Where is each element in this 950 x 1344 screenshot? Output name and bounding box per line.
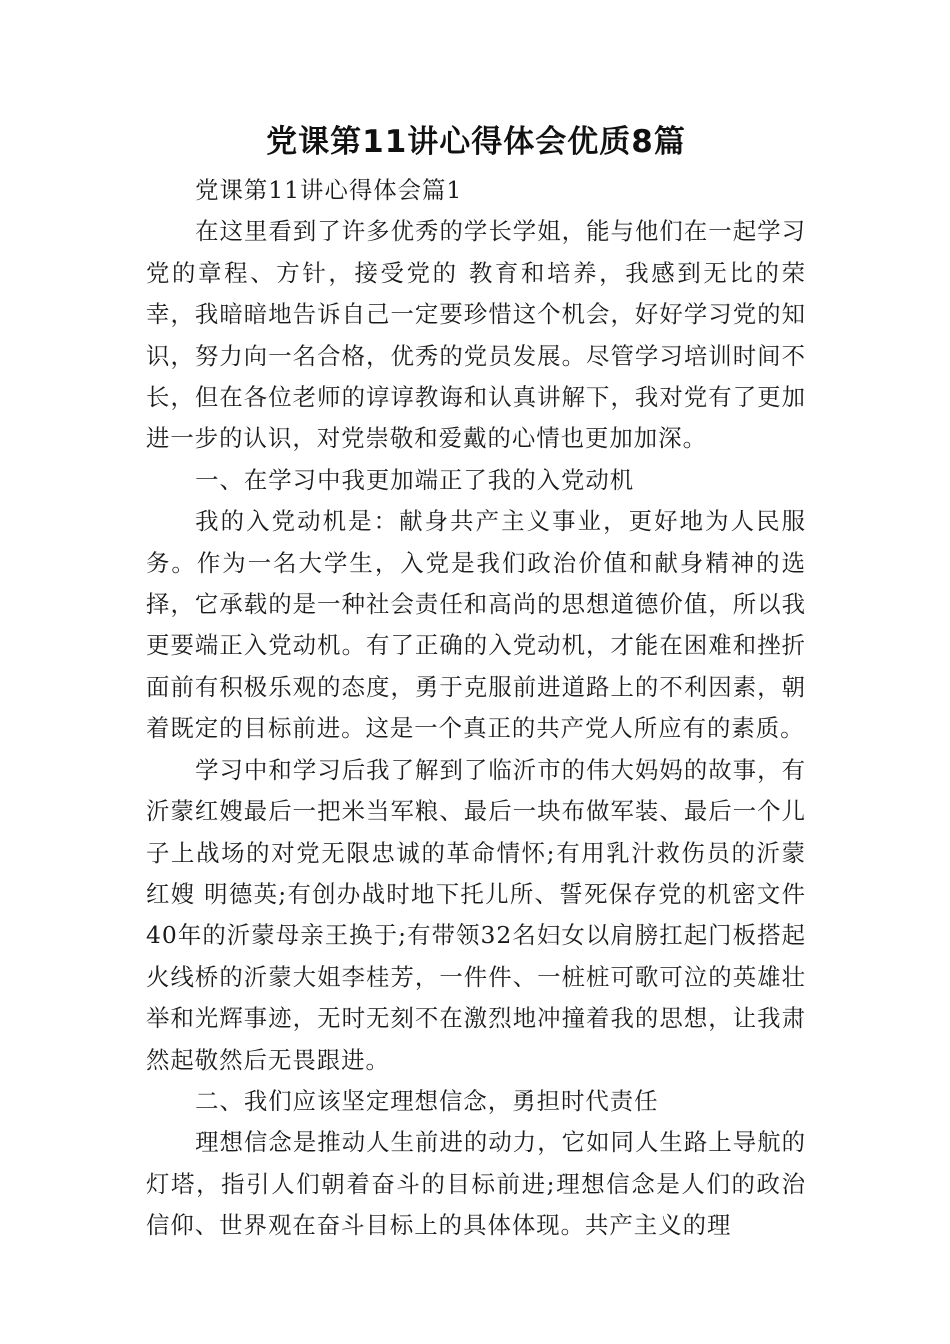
- document-body: [146, 170, 806, 1247]
- document-title: 党课第11讲心得体会优质8篇: [266, 124, 686, 160]
- section-heading-1: 党课第11讲心得体会篇1: [195, 176, 463, 204]
- paragraph-intro: 在这里看到了许多优秀的学长学姐，能与他们在一起学习党的章程、方针，接受党的 教育和培养，我感到无比的荣幸，我暗暗地告诉自己一定要珍惜这个机会，好好学习党的知识，努力向一名合格，优秀的党员发展。尽管学习培训时间不长，但在各位老师的谆谆教诲和认真讲解下，我对党有了更加进一步的认识，对党崇敬和爱戴的心情也更加加深。: [146, 217, 806, 453]
- paragraph-stories: 学习中和学习后我了解到了临沂市的伟大妈妈的故事，有沂蒙红嫂最后一把米当军粮、最后一块布做军装、最后一个儿子上战场的对党无限忠诚的革命情怀;有用乳汁救伤员的沂蒙红嫂 明德英;有创办战时地下托儿所、誓死保存党的机密文件40年的沂蒙母亲王换于;有带领32名妇女以肩膀扛起门板搭起火线桥的沂蒙大姐李桂芳，一件件、一桩桩可歌可泣的英雄壮举和光辉事迹，无时无刻不在激烈地冲撞着我的思想，让我肃然起敬然后无畏跟进。: [146, 755, 806, 1074]
- subheading-2: 二、我们应该坚定理想信念，勇担时代责任: [195, 1086, 659, 1115]
- document-page: [146, 118, 806, 1247]
- subheading-1: 一、在学习中我更加端正了我的入党动机: [195, 465, 635, 494]
- paragraph-motivation: 我的入党动机是：献身共产主义事业，更好地为人民服务。作为一名大学生，入党是我们政治价值和献身精神的选择，它承载的是一种社会责任和高尚的思想道德价值，所以我更要端正入党动机。有了正确的入党动机，才能在困难和挫折面前有积极乐观的态度，勇于克服前进道路上的不利因素，朝着既定的目标前进。这是一个真正的共产党人所应有的素质。: [146, 507, 806, 743]
- paragraph-ideals: 理想信念是推动人生前进的动力，它如同人生路上导航的灯塔，指引人们朝着奋斗的目标前进;理想信念是人们的政治信仰、世界观在奋斗目标上的具体体现。共产主义的理: [146, 1128, 806, 1240]
